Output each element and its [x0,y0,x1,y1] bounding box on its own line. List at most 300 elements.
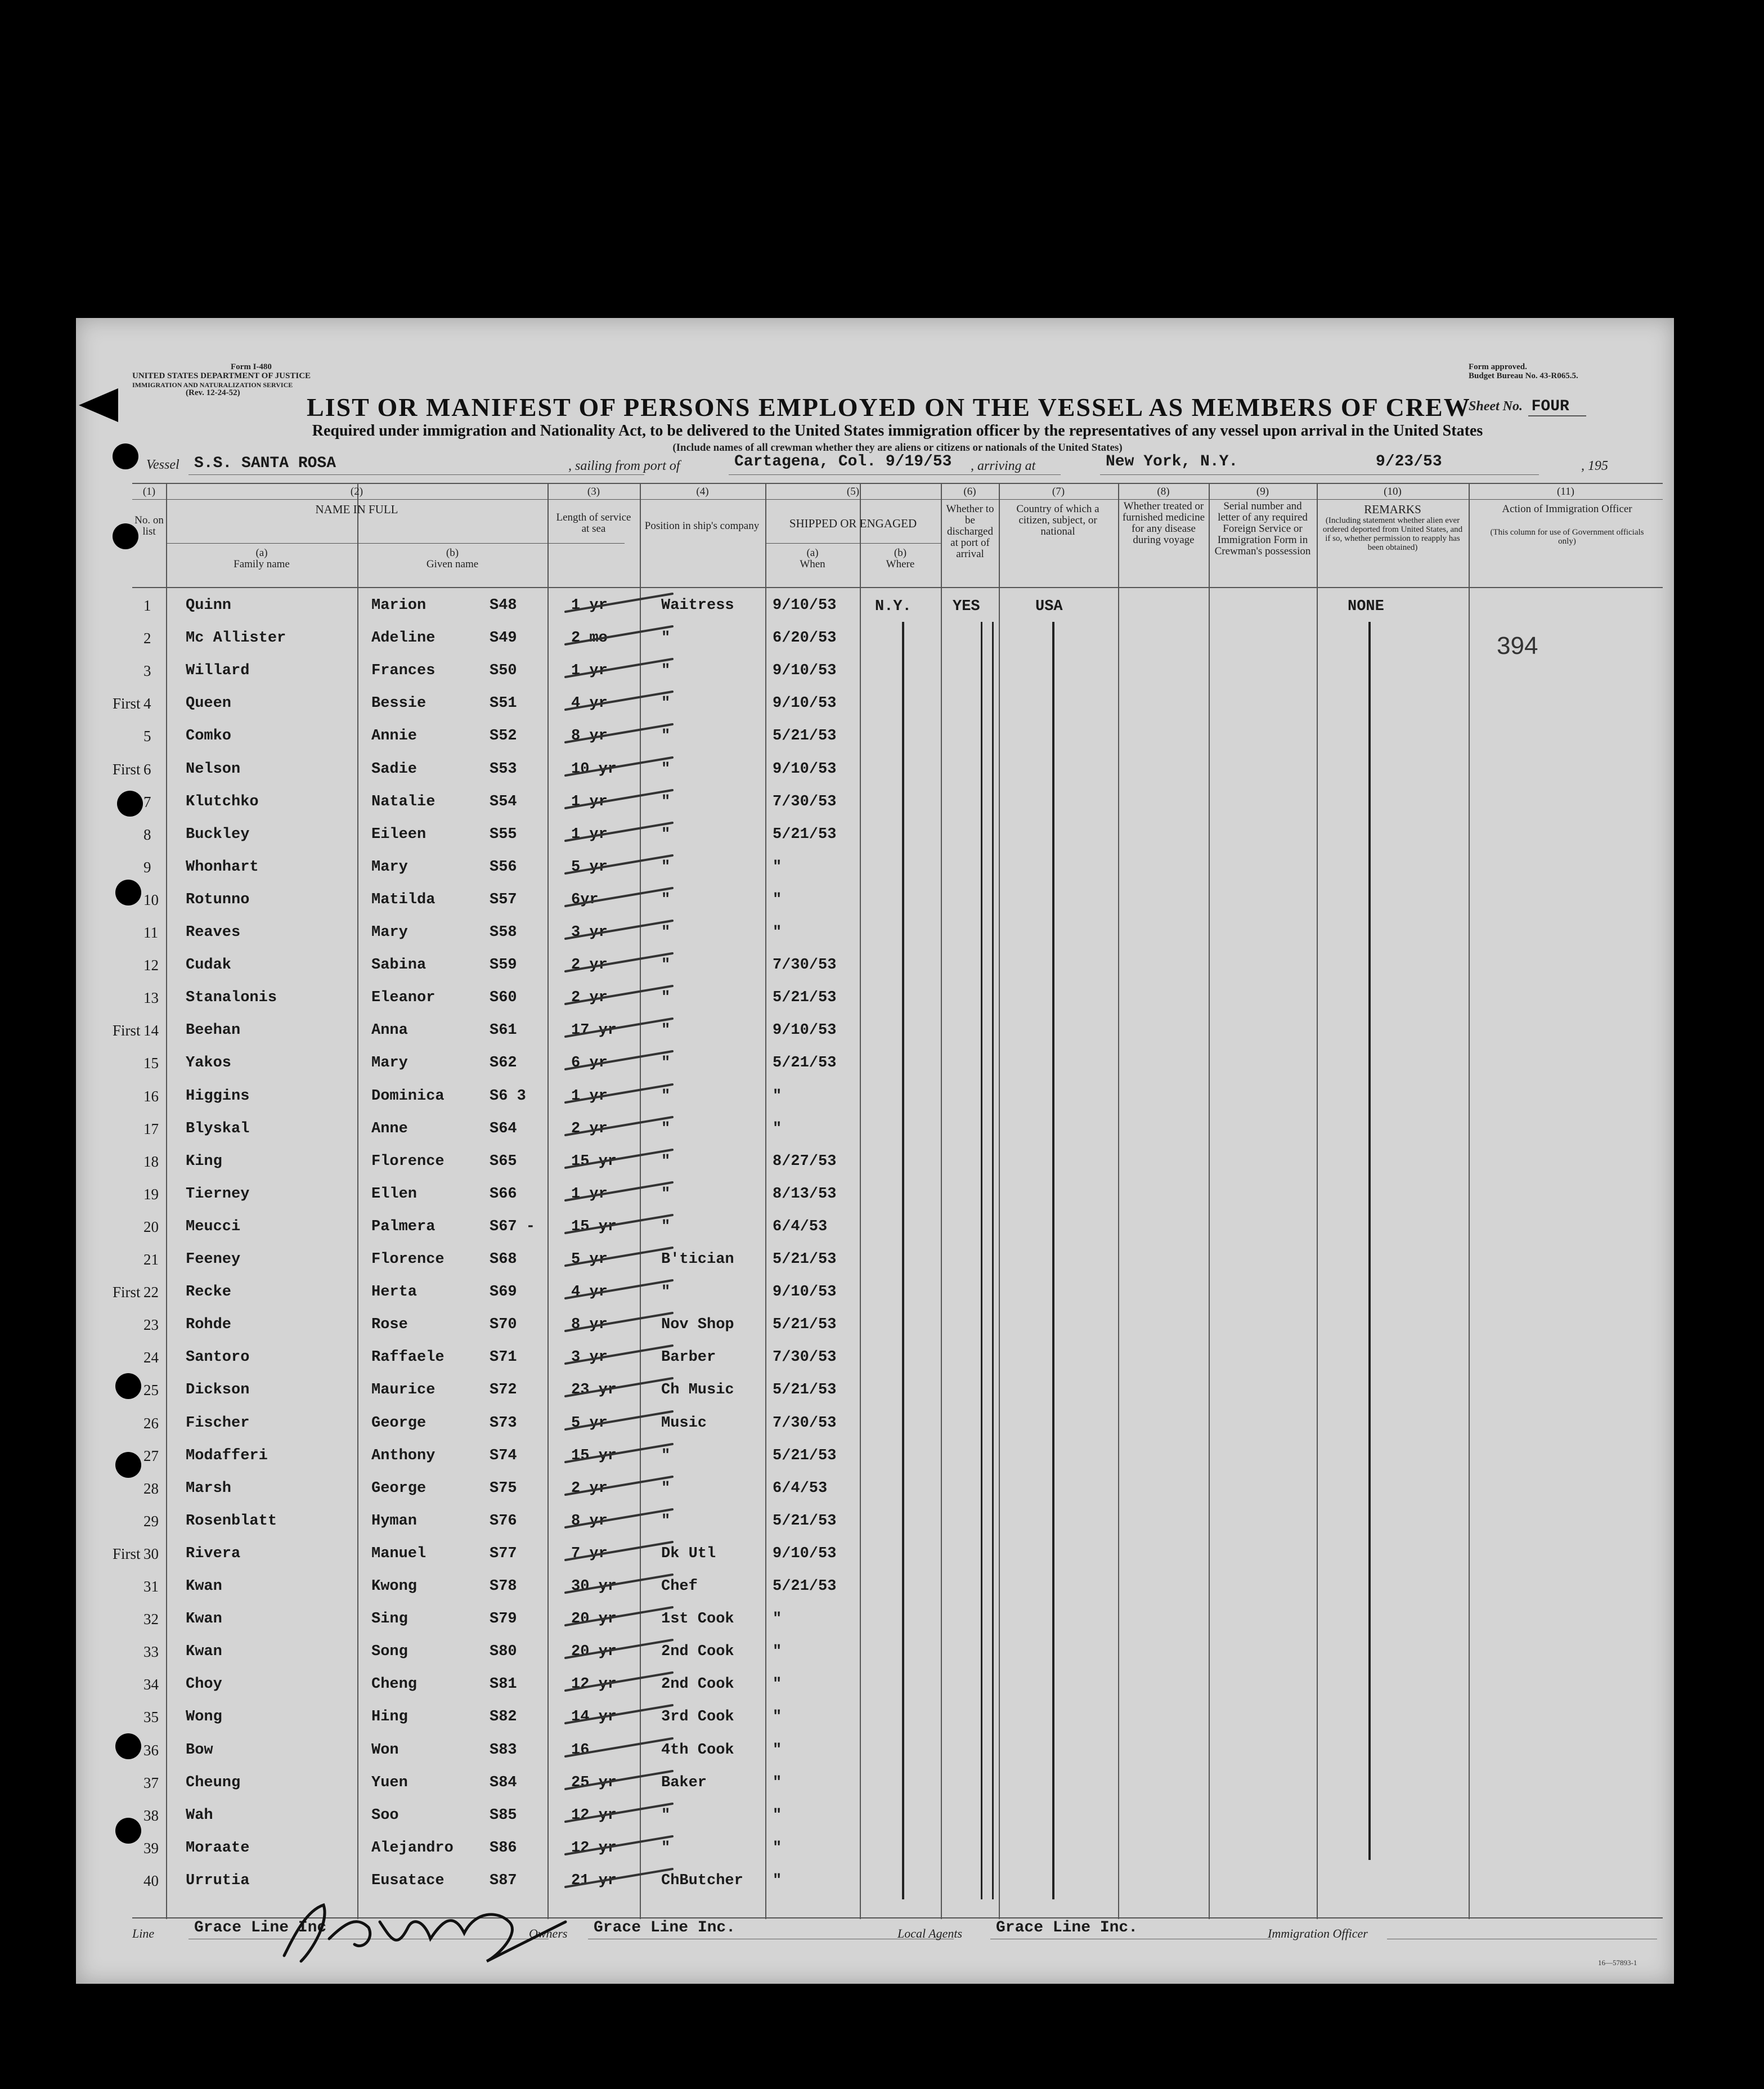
family-name: Dickson [186,1382,250,1399]
given-name: Song [371,1643,408,1661]
check-stroke [560,1081,684,1109]
check-stroke [560,1048,684,1076]
given-name: Herta [371,1284,418,1301]
line-label: Line [132,1926,155,1940]
table-row [76,1340,1674,1373]
col-2-heading: NAME IN FULL [315,503,398,516]
given-name: Ellen [371,1185,418,1203]
check-stroke [560,1571,684,1599]
family-name: Willard [186,662,250,680]
manifest-subtitle: Required under immigration and Nationality Act, to be delivered to the United States immigration officer by the representatives of any vessel upon arrival in the United States [312,422,1483,440]
ship-position: Chef [661,1578,698,1595]
given-name: Hing [371,1709,408,1726]
vessel-underline [188,474,644,475]
row-number: 16 [143,1087,159,1105]
serial-number: S6 3 [490,1087,526,1105]
length-of-service: 6 yr [571,1055,608,1072]
col-11-subheading: (This column for use of Government officials only) [1490,528,1644,546]
serial-number: S80 [490,1643,517,1661]
length-of-service: 16 [571,1741,590,1759]
given-name: Florence [371,1251,445,1268]
col-7-number: (7) [1052,486,1065,497]
shipped-date: " [773,924,782,941]
row-number: 15 [143,1055,159,1072]
check-stroke [560,1833,684,1861]
given-name: Maurice [371,1382,436,1399]
ship-position: " [661,1480,671,1497]
length-of-service: 30 yr [571,1578,617,1595]
form-number: Form I-480 [231,362,272,371]
shipped-date: 5/21/53 [773,826,837,843]
length-of-service: 21 yr [571,1872,617,1889]
table-row [76,948,1674,980]
length-of-service: 4 yr [571,1284,608,1301]
serial-number: S69 [490,1284,517,1301]
shipped-date: " [773,1709,782,1726]
row-number: 39 [143,1839,159,1857]
given-name: Yuen [371,1774,408,1791]
row-margin-note: First [113,695,141,712]
ship-position: " [661,957,671,974]
ship-position: " [661,630,671,647]
family-name: Bow [186,1741,213,1759]
row-number: 26 [143,1414,159,1432]
shipped-date: 6/4/53 [773,1218,828,1235]
given-name: Florence [371,1153,445,1170]
department-line: UNITED STATES DEPARTMENT OF JUSTICE [132,371,311,380]
row-number: 17 [143,1120,159,1137]
table-row [76,817,1674,850]
table-row [76,1307,1674,1340]
check-stroke [560,1506,684,1534]
length-of-service: 1 yr [571,1087,608,1105]
row-number: 3 [143,662,151,680]
check-stroke [560,1702,684,1730]
table-row [76,785,1674,817]
col-4-heading: Position in ship's company [644,520,760,532]
length-of-service: 2 yr [571,989,608,1007]
col-7-heading: Country of which a citizen, subject, or national [1016,503,1099,537]
check-stroke [560,1669,684,1697]
shipped-date: " [773,858,782,876]
serial-number: S76 [490,1512,517,1530]
check-stroke [560,1114,684,1142]
family-name: King [186,1153,222,1170]
shipped-date: 7/30/53 [773,793,837,810]
col-3-number: (3) [587,486,600,497]
check-stroke [560,1735,684,1763]
given-name: Won [371,1741,399,1759]
family-name: Queen [186,695,232,712]
where-ditto-line [902,622,904,1899]
serial-number: S67 - [490,1218,536,1235]
binder-notch [79,388,118,422]
serial-number: S61 [490,1022,517,1039]
length-of-service: 12 yr [571,1676,617,1693]
row-number: 6 [143,760,151,778]
table-row [76,1177,1674,1209]
punch-hole [113,443,138,469]
serial-number: S71 [490,1349,517,1366]
shipped-date: 5/21/53 [773,1578,837,1595]
given-name: Matilda [371,891,436,908]
length-of-service: 2 mo [571,630,608,647]
serial-number: S62 [490,1055,517,1072]
row-number: 24 [143,1349,159,1366]
length-of-service: 15 yr [571,1447,617,1464]
row-number: 11 [143,924,158,941]
serial-number: S74 [490,1447,517,1464]
table-row [76,1733,1674,1765]
col-8-heading: Whether treated or furnished medicine for any disease during voyage [1122,500,1205,546]
shipped-date: 6/4/53 [773,1480,828,1497]
agents-value: Grace Line Inc. [996,1919,1138,1936]
table-row [76,1079,1674,1111]
arriving-label: , arriving at [971,459,1036,473]
row-number: 5 [143,728,151,745]
ship-position: " [661,1022,671,1039]
check-stroke [560,1473,684,1501]
serial-number: S53 [490,760,517,778]
col-9-number: (9) [1256,486,1269,497]
col-10-heading: REMARKS [1364,503,1421,516]
row-number: 13 [143,989,159,1007]
serial-number: S84 [490,1774,517,1791]
country-value: USA [1035,598,1063,615]
col-5a-heading: When [800,558,825,570]
row-number: 18 [143,1153,159,1170]
ship-position: " [661,1839,671,1857]
family-name: Rivera [186,1545,241,1562]
given-name: George [371,1480,427,1497]
row-number: 20 [143,1218,159,1235]
ship-position: " [661,1218,671,1235]
col-2-number: (2) [350,486,363,497]
family-name: Reaves [186,924,241,941]
length-of-service: 1 yr [571,826,608,843]
serial-number: S79 [490,1611,517,1628]
ship-position: " [661,891,671,908]
length-of-service: 10 yr [571,760,617,778]
serial-number: S56 [490,858,517,876]
serial-number: S81 [490,1676,517,1693]
table-row [76,719,1674,751]
row-number: 30 [143,1545,159,1562]
serial-number: S48 [490,597,517,614]
revision-line: (Rev. 12-24-52) [186,388,240,397]
length-of-service: 15 yr [571,1153,617,1170]
family-name: Rotunno [186,891,250,908]
family-name: Urrutia [186,1872,250,1889]
column-number-border [132,499,1663,500]
given-name: Rose [371,1316,408,1334]
table-row [76,1602,1674,1634]
shipped-date: 9/10/53 [773,662,837,680]
family-name: Beehan [186,1022,241,1039]
col-11-heading: Action of Immigration Officer [1502,503,1632,515]
shipped-date: 5/21/53 [773,1251,837,1268]
serial-number: S49 [490,630,517,647]
family-name: Santoro [186,1349,250,1366]
row-number: 33 [143,1643,159,1661]
row-number: 28 [143,1480,159,1497]
length-of-service: 3 yr [571,924,608,941]
ship-position: " [661,1055,671,1072]
serial-number: S82 [490,1709,517,1726]
owners-value: Grace Line Inc. [594,1919,736,1936]
table-row [76,686,1674,719]
ship-position: Nov Shop [661,1316,734,1334]
check-stroke [560,852,684,880]
serial-number: S68 [490,1251,517,1268]
shipped-date: " [773,891,782,908]
col-5-number: (5) [846,486,860,497]
family-name: Moraate [186,1839,250,1857]
punch-hole [115,1452,141,1478]
family-name: Modafferi [186,1447,268,1464]
sheet-number [1469,398,1586,415]
check-stroke [560,1441,684,1469]
check-stroke [560,1800,684,1828]
shipped-date: 5/21/53 [773,989,837,1007]
port-underline [729,474,1061,475]
row-number: 36 [143,1741,159,1759]
owners-label: Owners [529,1926,568,1940]
length-of-service: 17 yr [571,1022,617,1039]
row-number: 8 [143,826,151,843]
table-row [76,1765,1674,1798]
check-stroke [560,590,684,618]
row-margin-note: First [113,760,141,778]
table-row [76,1275,1674,1307]
serial-number: S57 [490,891,517,908]
table-row [76,1013,1674,1046]
col-1-number: (1) [142,486,156,497]
family-name: Rosenblatt [186,1512,277,1530]
row-number: 22 [143,1284,159,1301]
check-stroke [560,1375,684,1403]
serial-number: S78 [490,1578,517,1595]
shipped-date: " [773,1643,782,1661]
row-number: 38 [143,1806,159,1824]
shipped-date: 6/20/53 [773,630,837,647]
table-row [76,1569,1674,1602]
table-row [76,1634,1674,1667]
shipped-date: " [773,1741,782,1759]
serial-number: S65 [490,1153,517,1170]
row-number: 37 [143,1774,159,1791]
length-of-service: 1 yr [571,662,608,680]
given-name: Kwong [371,1578,418,1595]
serial-number: S59 [490,957,517,974]
given-name: Sabina [371,957,427,974]
table-row [76,1504,1674,1536]
serial-number: S64 [490,1120,517,1137]
given-name: Raffaele [371,1349,445,1366]
given-name: Frances [371,662,436,680]
row-number: 10 [143,891,159,908]
row-margin-note: First [113,1545,141,1562]
serial-number: S58 [490,924,517,941]
shipped-date: " [773,1806,782,1824]
serial-number: S54 [490,793,517,810]
shipped-date: 7/30/53 [773,1414,837,1432]
given-name: Cheng [371,1676,418,1693]
punch-hole [113,523,138,549]
table-row [76,1242,1674,1275]
check-stroke [560,1637,684,1665]
row-number: 29 [143,1512,159,1530]
length-of-service: 8 yr [571,1316,608,1334]
shipped-date: 9/10/53 [773,597,837,614]
table-row [76,882,1674,915]
vessel-label: Vessel [146,458,179,472]
check-stroke [560,917,684,945]
shipped-date: 5/21/53 [773,728,837,745]
ship-position: 2nd Cook [661,1643,734,1661]
family-name: Recke [186,1284,232,1301]
ship-position: " [661,1447,671,1464]
check-stroke [560,787,684,815]
family-name: Blyskal [186,1120,250,1137]
serial-number: S85 [490,1806,517,1824]
ship-position: " [661,924,671,941]
table-row [76,1406,1674,1438]
family-name: Meucci [186,1218,241,1235]
ship-position: " [661,1806,671,1824]
col-11-number: (11) [1557,486,1574,497]
punch-hole [115,880,141,905]
table-row [76,621,1674,653]
ship-position: " [661,760,671,778]
serial-number: S50 [490,662,517,680]
table-row [76,1536,1674,1569]
ship-position: 3rd Cook [661,1709,734,1726]
ship-position: Barber [661,1349,716,1366]
family-name: Cheung [186,1774,241,1791]
col-8-number: (8) [1157,486,1170,497]
ship-position: Baker [661,1774,707,1791]
col-6-heading: Whether to be discharged at port of arrival [946,503,994,560]
ship-position: " [661,1153,671,1170]
col-4-number: (4) [696,486,709,497]
discharged-value: YES [953,598,980,615]
family-name: Nelson [186,760,241,778]
serial-number: S73 [490,1414,517,1432]
shipped-date: " [773,1839,782,1857]
arrival-value: New York, N.Y. [1106,453,1238,470]
ship-position: Music [661,1414,707,1432]
family-name: Fischer [186,1414,250,1432]
date-value: 9/23/53 [1376,453,1442,470]
row-margin-note: First [113,1284,141,1301]
ship-position: B'tician [661,1251,734,1268]
given-name: Anna [371,1022,408,1039]
given-name: Natalie [371,793,436,810]
ship-position: " [661,858,671,876]
col-5-heading: SHIPPED OR ENGAGED [789,517,917,530]
shipped-date: 5/21/53 [773,1055,837,1072]
ship-position: " [661,662,671,680]
ship-position: " [661,1284,671,1301]
serial-number: S77 [490,1545,517,1562]
table-row [76,1471,1674,1504]
sailing-label: , sailing from port of [568,459,680,473]
check-stroke [560,1408,684,1436]
family-name: Kwan [186,1578,222,1595]
service-line: IMMIGRATION AND NATURALIZATION SERVICE [132,381,293,389]
given-name: Adeline [371,630,436,647]
table-row [76,1373,1674,1405]
year-suffix: , 195 [1581,459,1608,473]
table-top-border [132,483,1663,484]
discharged-ditto-line [981,622,982,1899]
length-of-service: 12 yr [571,1806,617,1824]
length-of-service: 4 yr [571,695,608,712]
serial-number: S66 [490,1185,517,1203]
table-row [76,850,1674,882]
length-of-service: 1 yr [571,793,608,810]
serial-number: S72 [490,1382,517,1399]
table-row [76,980,1674,1013]
shipped-date: 7/30/53 [773,1349,837,1366]
serial-number: S70 [490,1316,517,1334]
shipped-date: 9/10/53 [773,1545,837,1562]
family-name: Mc Allister [186,630,286,647]
punch-hole [115,1373,141,1399]
col-2b-heading: Given name [426,558,479,570]
discharged-ditto-line-2 [992,622,994,1899]
length-of-service: 2 yr [571,1120,608,1137]
row-number: 1 [143,597,151,614]
table-row [76,1667,1674,1700]
serial-number: S60 [490,989,517,1007]
serial-number: S83 [490,1741,517,1759]
row-number: 27 [143,1447,159,1464]
row-number: 34 [143,1676,159,1693]
family-name: Feeney [186,1251,241,1268]
check-stroke [560,754,684,782]
check-stroke [560,688,684,716]
manifest-note: (Include names of all crewman whether they are aliens or citizens or nationals of the United States) [672,442,1123,454]
check-stroke [560,983,684,1011]
given-name: George [371,1414,427,1432]
shipped-date: 5/21/53 [773,1382,837,1399]
length-of-service: 15 yr [571,1218,617,1235]
ship-position: " [661,695,671,712]
budget-bureau: Budget Bureau No. 43-R065.5. [1469,371,1578,380]
length-of-service: 5 yr [571,858,608,876]
ship-position: 1st Cook [661,1611,734,1628]
family-name: Yakos [186,1055,232,1072]
country-ditto-line [1052,622,1054,1899]
table-row [76,1144,1674,1177]
ship-position: Waitress [661,597,734,614]
given-name: Anthony [371,1447,436,1464]
row-number: 23 [143,1316,159,1334]
ship-position: " [661,1087,671,1105]
agents-label: Local Agents [897,1926,963,1940]
given-name: Dominica [371,1087,445,1105]
length-of-service: 5 yr [571,1414,608,1432]
given-name: Mary [371,924,408,941]
name-subheader-border [166,543,625,544]
family-name: Whonhart [186,858,259,876]
given-name: Eusatace [371,1872,445,1889]
check-stroke [560,1768,684,1796]
shipped-date: 5/21/53 [773,1316,837,1334]
crew-table-body [76,588,1674,1916]
